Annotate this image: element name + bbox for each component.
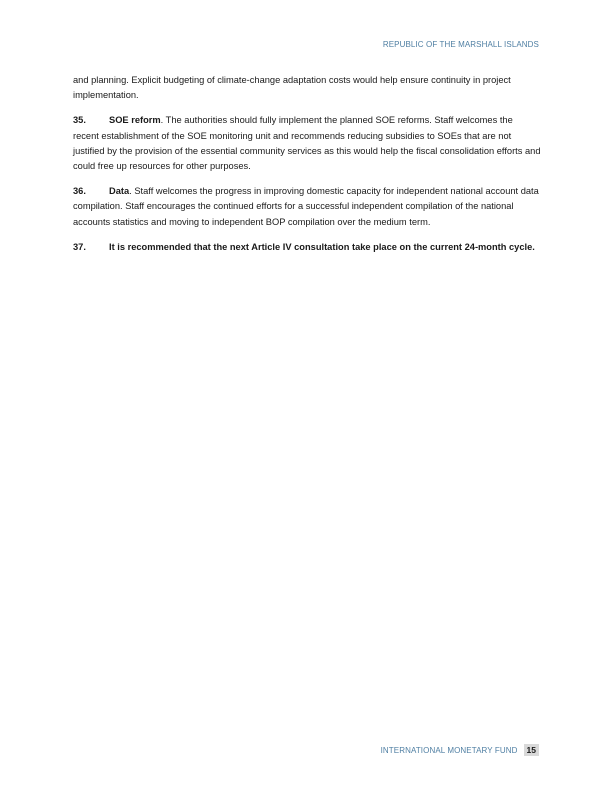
paragraph-text: It is recommended that the next Article IV consultation take place on the current 24-month cycle.	[109, 241, 535, 252]
page-number: 15	[524, 744, 539, 756]
document-body	[73, 73, 541, 265]
paragraph-heading: Data	[109, 186, 130, 197]
paragraph-number: 35.	[73, 115, 86, 126]
paragraph-36	[73, 184, 541, 230]
paragraph-number: 36.	[73, 186, 86, 197]
paragraph-text: . Staff welcomes the progress in improving domestic capacity for independent national account data compilation. Staff encourages the continued efforts for a successful independent compilation of the national accounts statistics and moving to independent BOP compilation over the medium term.	[73, 186, 539, 227]
continuation-paragraph: and planning. Explicit budgeting of climate-change adaptation costs would help ensure continuity in project implementation.	[73, 75, 511, 101]
footer-organization: INTERNATIONAL MONETARY FUND	[380, 745, 518, 755]
paragraph-number: 37.	[73, 241, 86, 252]
running-header: REPUBLIC OF THE MARSHALL ISLANDS	[382, 40, 539, 49]
paragraph-35	[73, 113, 541, 174]
paragraph-37	[73, 240, 541, 255]
page-footer	[381, 744, 539, 756]
paragraph-text: . The authorities should fully implement the planned SOE reforms. Staff welcomes the recent establishment of the SOE monitoring unit and recommends reducing subsidies to SOEs that are not justified by the provision of the essential community services as this would help the fiscal consolidation efforts and could free up resources for other purposes.	[73, 115, 541, 172]
paragraph-heading: SOE reform	[109, 115, 161, 126]
